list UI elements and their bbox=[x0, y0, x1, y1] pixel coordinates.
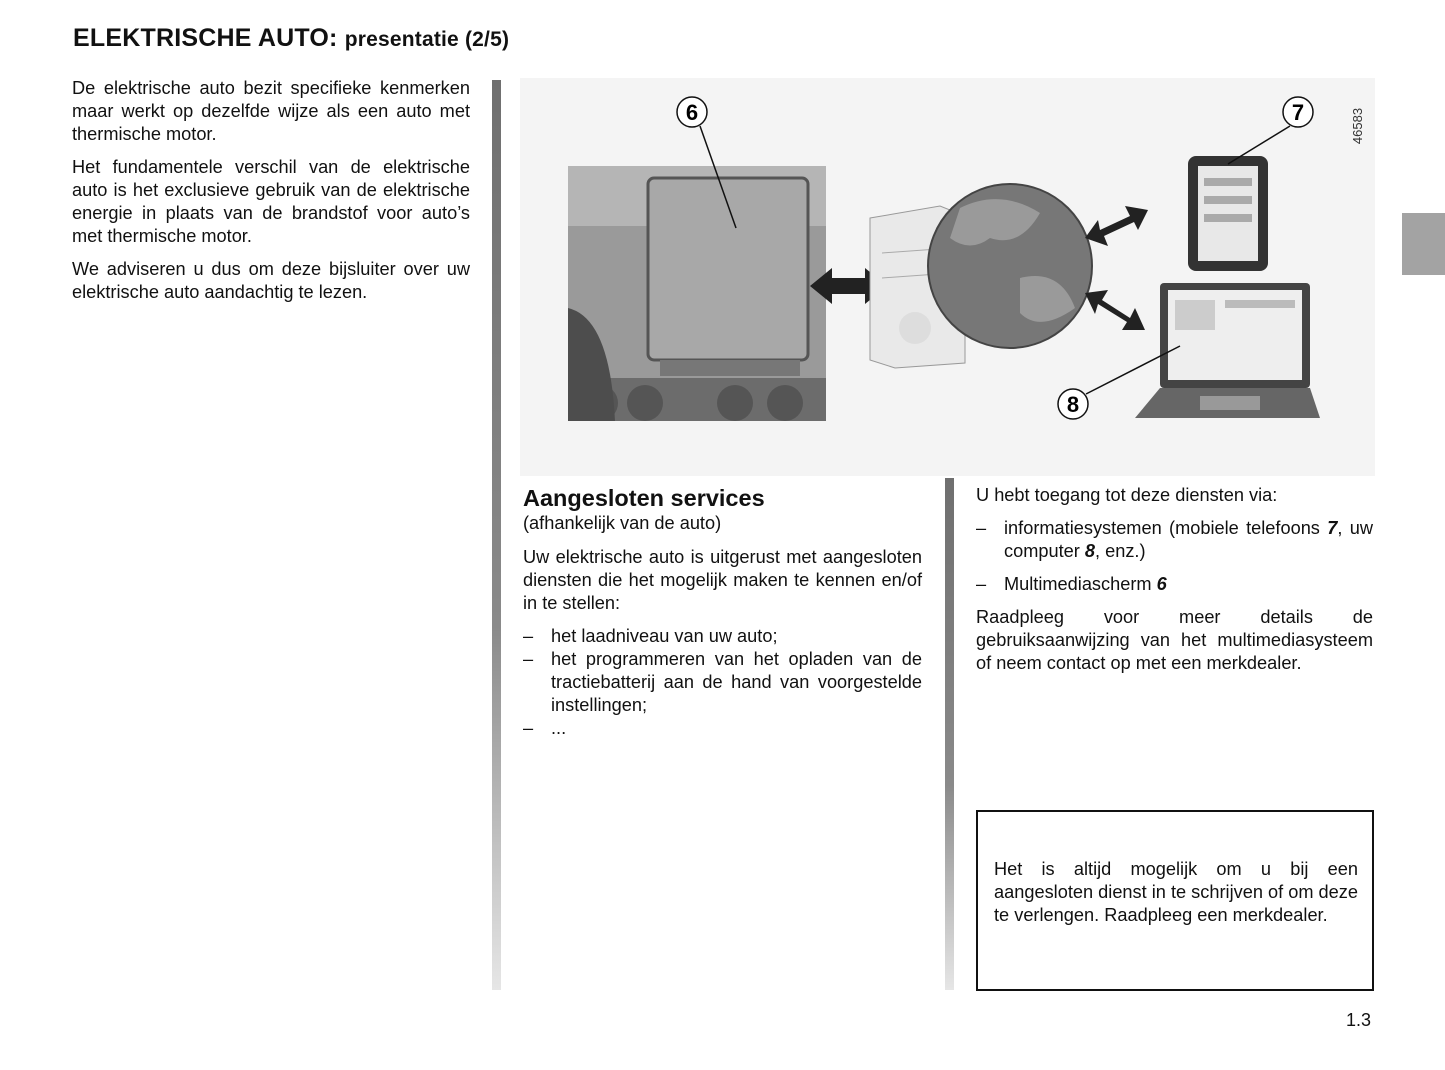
svg-text:6: 6 bbox=[685, 100, 699, 125]
connected-services-illustration bbox=[520, 78, 1375, 476]
section-subheading: (afhankelijk van de auto) bbox=[523, 513, 722, 533]
page-number: 1.3 bbox=[1346, 1010, 1372, 1030]
intro-column bbox=[72, 77, 470, 314]
intro-paragraph: We adviseren u dus om deze bijsluiter over uw elektrische auto aandachtig te lezen. bbox=[72, 259, 470, 302]
svg-text:8: 8 bbox=[1066, 392, 1080, 417]
list-item: – het laadniveau van uw auto; bbox=[523, 626, 778, 646]
callout-8 bbox=[1058, 389, 1088, 419]
intro-paragraph: Het fundamentele verschil van de elektrische auto is het exclusieve gebruik van de elektrische energie in plaats van de brandstof voor auto’s met thermische motor. bbox=[72, 157, 470, 246]
globe-icon bbox=[928, 184, 1092, 348]
section-heading: Aangesloten services bbox=[523, 485, 765, 511]
services-column bbox=[523, 484, 922, 750]
dashboard-image bbox=[568, 166, 826, 421]
list-item: – ... bbox=[523, 718, 567, 738]
services-intro: Uw elektrische auto is uitgerust met aangesloten diensten die het mogelijk maken te kennen en/of in te stellen: bbox=[523, 547, 922, 613]
title-sub: presentatie (2/5) bbox=[344, 28, 510, 51]
access-details: Raadpleeg voor meer details de gebruiksaanwijzing van het multimediasysteem of neem contact op met een merkdealer. bbox=[976, 607, 1373, 673]
access-intro: U hebt toegang tot deze diensten via: bbox=[976, 485, 1278, 505]
services-list bbox=[523, 625, 922, 740]
list-item: – Multimediascherm 6 bbox=[976, 574, 1167, 594]
list-item: – het programmeren van het opladen van de tractiebatterij aan de hand van voorgestelde instellingen; bbox=[523, 649, 922, 715]
mobile-phone-icon bbox=[1188, 156, 1268, 271]
callout-7 bbox=[1283, 97, 1313, 127]
access-list bbox=[976, 517, 1373, 596]
illustration-ref: 46583 bbox=[1350, 107, 1365, 145]
column-divider bbox=[492, 80, 501, 990]
title-main: ELEKTRISCHE AUTO: bbox=[73, 24, 338, 52]
section-tab bbox=[1402, 213, 1445, 275]
access-column bbox=[976, 484, 1373, 685]
page-title bbox=[73, 24, 509, 53]
intro-paragraph: De elektrische auto bezit specifieke kenmerken maar werkt op dezelfde wijze als een auto met thermische motor. bbox=[72, 78, 470, 144]
list-item: – informatiesystemen (mobiele telefoons 7, uw computer 8, enz.) bbox=[976, 518, 1373, 561]
note-box bbox=[976, 810, 1374, 991]
svg-text:7: 7 bbox=[1291, 100, 1305, 125]
callout-6 bbox=[677, 97, 707, 127]
column-divider bbox=[945, 478, 954, 990]
laptop-icon bbox=[1135, 283, 1320, 418]
note-text: Het is altijd mogelijk om u bij een aangesloten dienst in te schrijven of om deze te verlengen. Raadpleeg een merkdealer. bbox=[994, 859, 1358, 925]
